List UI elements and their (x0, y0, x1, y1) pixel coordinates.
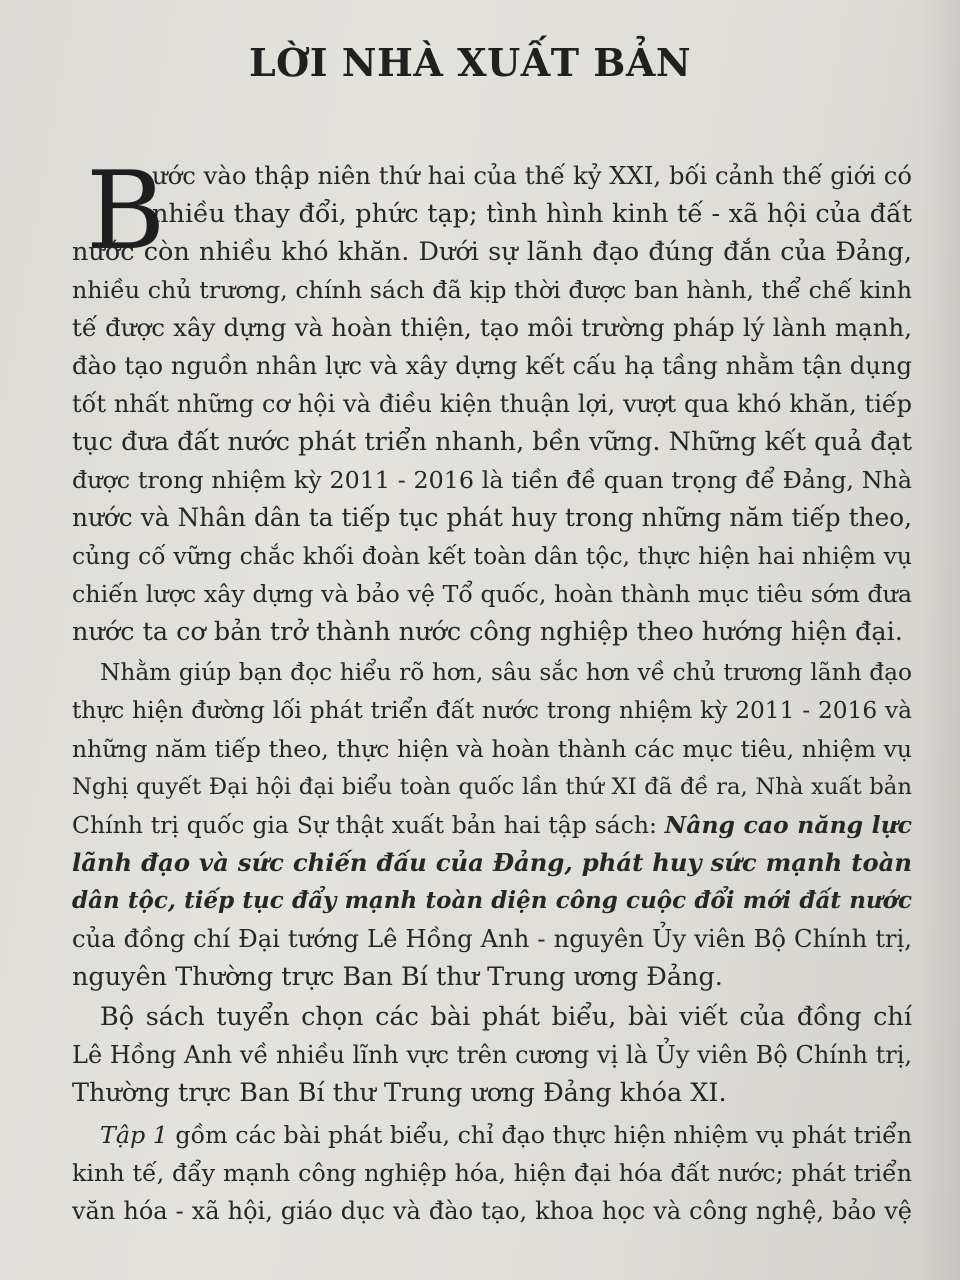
paragraph-2-line-5-plain: Chính trị quốc gia Sự thật xuất bản hai tập sách: (72, 811, 665, 839)
paragraph-1-line-1: ước vào thập niên thứ hai của thế kỷ XXI, bối cảnh thế giới có (152, 161, 912, 190)
paragraph-4-line-2: kinh tế, đẩy mạnh công nghiệp hóa, hiện đại hóa đất nước; phát triển (72, 1159, 912, 1187)
paragraph-4-line-1 (100, 1117, 912, 1153)
paragraph-3-line-3: Thường trực Ban Bí thư Trung ương Đảng khóa XI. (72, 1078, 727, 1108)
paragraph-4-line-1-rest: gồm các bài phát biểu, chỉ đạo thực hiện nhiệm vụ phát triển (167, 1121, 913, 1149)
paragraph-1-line-2: nhiều thay đổi, phức tạp; tình hình kinh tế - xã hội của đất (152, 199, 912, 229)
page-edge-shadow (920, 0, 960, 1280)
paragraph-2-line-8: của đồng chí Đại tướng Lê Hồng Anh - nguyên Ủy viên Bộ Chính trị, (72, 924, 912, 953)
page-title: LỜI NHÀ XUẤT BẢN (248, 40, 692, 85)
paragraph-1-line-6: đào tạo nguồn nhân lực và xây dựng kết cấu hạ tầng nhằm tận dụng (72, 351, 912, 380)
book-title-part-3: dân tộc, tiếp tục đẩy mạnh toàn diện công cuộc đổi mới đất nước (72, 887, 912, 914)
paragraph-3-line-2: Lê Hồng Anh về nhiều lĩnh vực trên cương vị là Ủy viên Bộ Chính trị, (72, 1041, 912, 1069)
paragraph-1-line-4: nhiều chủ trương, chính sách đã kịp thời được ban hành, thể chế kinh (72, 276, 912, 304)
paragraph-2-line-1: Nhằm giúp bạn đọc hiểu rõ hơn, sâu sắc hơn về chủ trương lãnh đạo (100, 659, 912, 686)
book-title-part-1: Nâng cao năng lực (664, 811, 912, 839)
book-title-part-2: lãnh đạo và sức chiến đấu của Đảng, phát huy sức mạnh toàn (72, 848, 912, 877)
drop-cap-letter: B (86, 149, 166, 274)
paragraph-1-line-8: tục đưa đất nước phát triển nhanh, bền vững. Những kết quả đạt (72, 427, 912, 457)
paragraph-1-line-10: nước và Nhân dân ta tiếp tục phát huy trong những năm tiếp theo, (72, 503, 912, 532)
volume-label: Tập 1 (100, 1121, 168, 1149)
paragraph-2-line-9: nguyên Thường trực Ban Bí thư Trung ương Đảng. (72, 962, 723, 992)
paragraph-1-line-11: củng cố vững chắc khối đoàn kết toàn dân tộc, thực hiện hai nhiệm vụ (72, 542, 912, 570)
paragraph-1-line-9: được trong nhiệm kỳ 2011 - 2016 là tiền đề quan trọng để Đảng, Nhà (72, 466, 912, 494)
paragraph-2-line-3: những năm tiếp theo, thực hiện và hoàn thành các mục tiêu, nhiệm vụ (72, 735, 912, 763)
paragraph-3-line-1: Bộ sách tuyển chọn các bài phát biểu, bài viết của đồng chí (100, 1002, 912, 1032)
paragraph-1-line-7: tốt nhất những cơ hội và điều kiện thuận lợi, vượt qua khó khăn, tiếp (72, 390, 912, 418)
paragraph-1-line-3: nước còn nhiều khó khăn. Dưới sự lãnh đạo đúng đắn của Đảng, (72, 237, 912, 267)
paragraph-1-line-12: chiến lược xây dựng và bảo vệ Tổ quốc, hoàn thành mục tiêu sớm đưa (72, 580, 912, 608)
paragraph-1-line-13: nước ta cơ bản trở thành nước công nghiệp theo hướng hiện đại. (72, 617, 903, 647)
paragraph-2-line-4: Nghị quyết Đại hội đại biểu toàn quốc lần thứ XI đã đề ra, Nhà xuất bản (72, 774, 912, 800)
paragraph-2-line-5 (72, 807, 912, 843)
paragraph-4-line-3: văn hóa - xã hội, giáo dục và đào tạo, khoa học và công nghệ, bảo vệ (72, 1197, 912, 1225)
paragraph-1-line-5: tế được xây dựng và hoàn thiện, tạo môi trường pháp lý lành mạnh, (72, 313, 912, 342)
paragraph-2-line-2: thực hiện đường lối phát triển đất nước trong nhiệm kỳ 2011 - 2016 và (72, 697, 912, 724)
